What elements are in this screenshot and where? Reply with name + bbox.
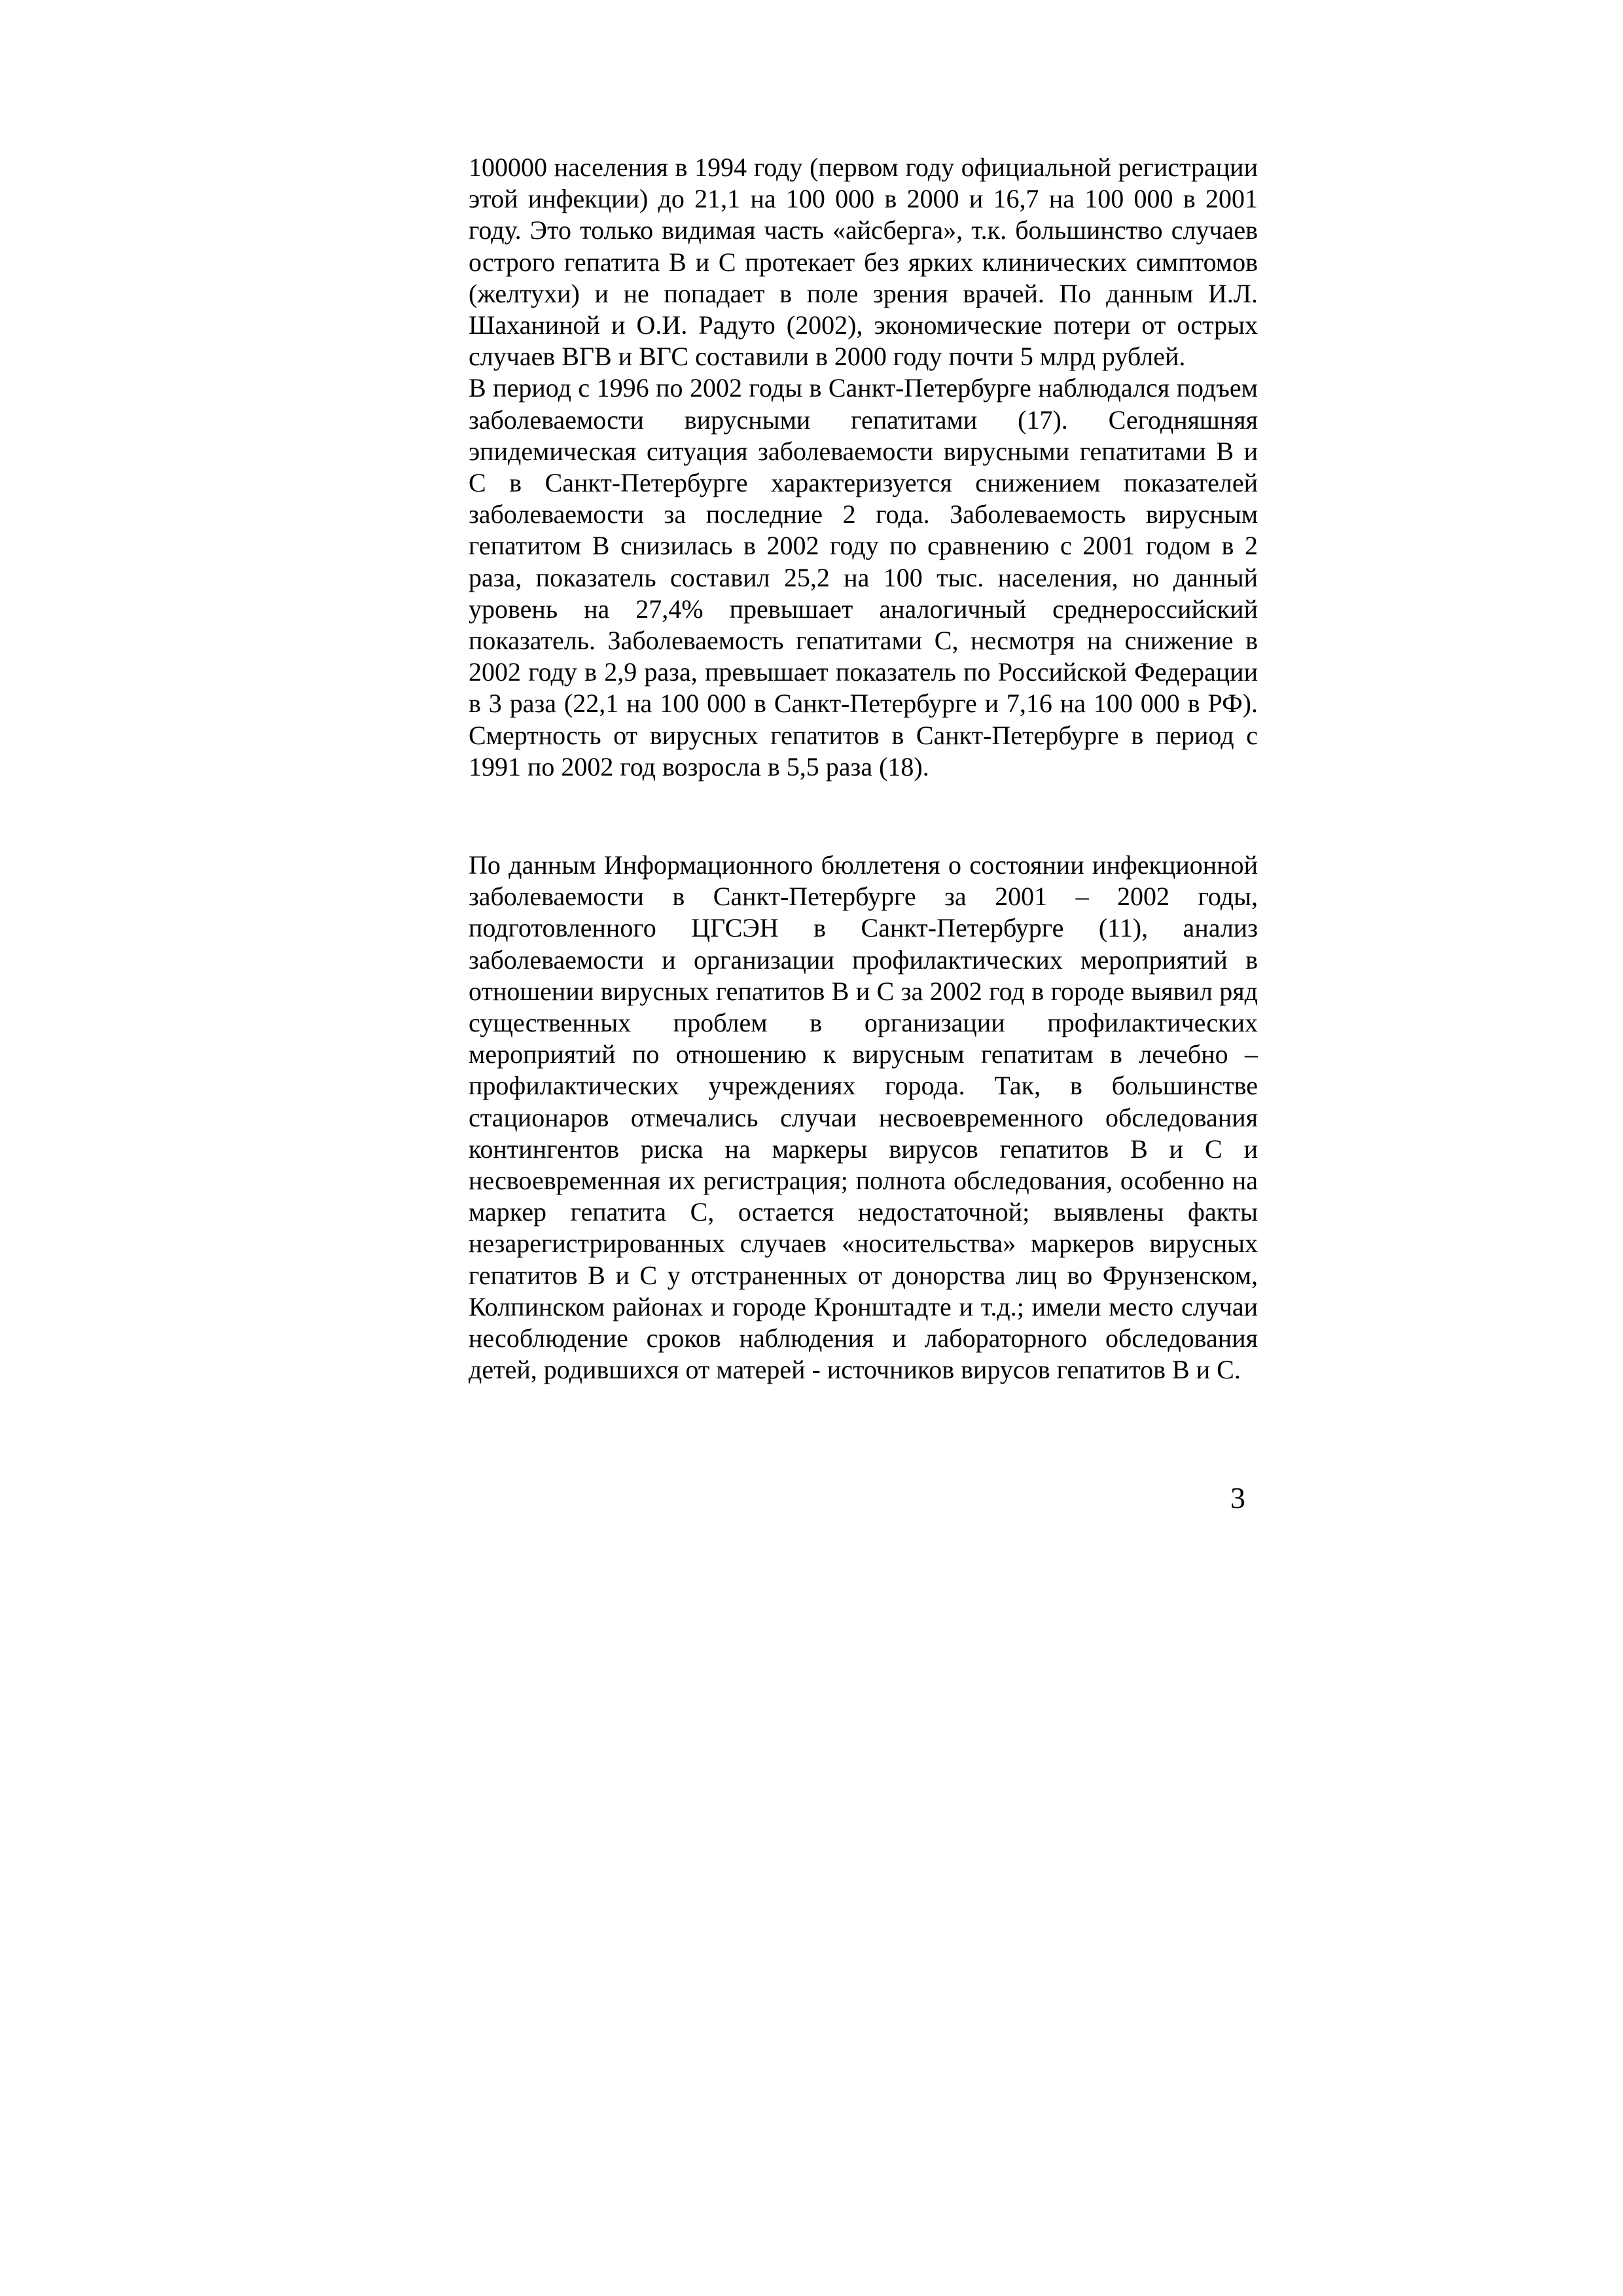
- text-block-lower: [469, 850, 1258, 1386]
- text-block-upper: [469, 152, 1258, 783]
- page-number: 3: [1230, 1481, 1245, 1515]
- paragraph-bulletin-analysis: По данным Информационного бюллетеня о состоянии инфекционной заболеваемости в Санкт-Петербурге за 2001 – 2002 годы, подготовленного ЦГСЭН в Санкт-Петербурге (11), анализ заболеваемости и организации профилактических мероприятий в отношении вирусных гепатитов В и С за 2002 год в городе выявил ряд существенных проблем в организации профилактических мероприятий по отношению к вирусным гепатитам в лечебно – профилактических учреждениях города. Так, в большинстве стационаров отмечались случаи несвоевременного обследования контингентов риска на маркеры вирусов гепатитов В и С и несвоевременная их регистрация; полнота обследования, особенно на маркер гепатита С, остается недостаточной; выявлены факты незарегистрированных случаев «носительства» маркеров вирусных гепатитов В и С у отстраненных от донорства лиц во Фрунзенском, Колпинском районах и городе Кронштадте и т.д.; имели место случаи несоблюдение сроков наблюдения и лабораторного обследования детей, родившихся от матерей - источников вирусов гепатитов В и С.: [469, 850, 1258, 1385]
- paragraph-saint-petersburg-incidence: В период с 1996 по 2002 годы в Санкт-Петербурге наблюдался подъем заболеваемости вирусными гепатитами (17). Сегодняшняя эпидемическая ситуация заболеваемости вирусными гепатитами В и С в Санкт-Петербурге характеризуется снижением показателей заболеваемости за последние 2 года. Заболеваемость вирусным гепатитом В снизилась в 2002 году по сравнению с 2001 годом в 2 раза, показатель составил 25,2 на 100 тыс. населения, но данный уровень на 27,4% превышает аналогичный среднероссийский показатель. Заболеваемость гепатитами С, несмотря на снижение в 2002 году в 2,9 раза, превышает показатель по Российской Федерации в 3 раза (22,1 на 100 000 в Санкт-Петербурге и 7,16 на 100 000 в РФ). Смертность от вирусных гепатитов в Санкт-Петербурге в период с 1991 по 2002 год возросла в 5,5 раза (18).: [469, 373, 1258, 781]
- paragraph-hepatitis-statistics: 100000 населения в 1994 году (первом году официальной регистрации этой инфекции) до 21,1 на 100 000 в 2000 и 16,7 на 100 000 в 2001 году. Это только видимая часть «айсберга», т.к. большинство случаев острого гепатита В и С протекает без ярких клинических симптомов (желтухи) и не попадает в поле зрения врачей. По данным И.Л. Шаханиной и О.И. Радуто (2002), экономические потери от острых случаев ВГВ и ВГС составили в 2000 году почти 5 млрд рублей.: [469, 152, 1258, 372]
